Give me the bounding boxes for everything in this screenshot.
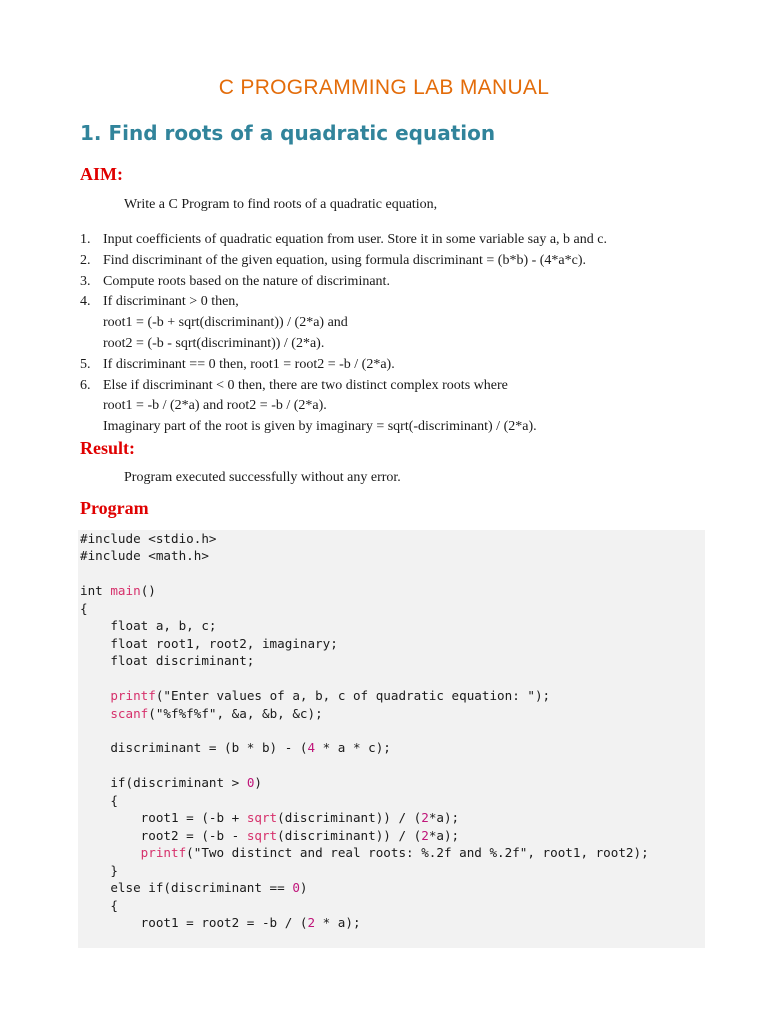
step-text: If discriminant == 0 then, root1 = root2 = -b / (2*a). [103,356,395,372]
code-text: { [80,792,118,808]
aim-text: Write a C Program to find roots of a quadratic equation, [124,197,438,212]
code-line [80,688,550,703]
code-text: int [80,583,111,599]
code-text: *a); [428,810,460,826]
code-text: float a, b, c; [80,618,217,634]
code-text: root2 = (-b - [80,827,247,843]
aim-heading: AIM: [80,164,123,184]
code-line [80,706,323,721]
code-number: 0 [292,880,300,896]
code-text: * a); [315,914,361,930]
code-text [80,688,110,703]
manual-title: C PROGRAMMING LAB MANUAL [218,76,550,99]
step-item [80,272,720,293]
code-function: main [110,583,141,599]
code-text: ("Two distinct and real roots: %.2f and %.2f", root1, root2); [186,845,649,861]
code-line [80,793,118,808]
code-text: (discriminant)) / ( [277,827,422,843]
code-text: ) [299,880,308,896]
code-text: discriminant = (b * b) - ( [80,740,308,756]
code-text: { [80,897,118,913]
code-text: #include <stdio.h> [80,531,217,546]
code-text: * a * c); [315,740,391,756]
step-text: Imaginary part of the root is given by imaginary = sqrt(-discriminant) / (2*a). [103,419,537,435]
code-number: 0 [246,775,255,791]
code-function: printf [110,688,156,704]
code-text: ) [254,775,262,791]
code-line [80,810,459,825]
code-text: (discriminant)) / ( [277,810,422,826]
code-line [80,775,262,790]
step-item [80,230,720,251]
code-text: #include <math.h> [80,548,209,564]
result-text: Program executed successfully without any error. [124,470,401,485]
code-function: sqrt [246,810,278,826]
step-number: 3. [80,273,91,289]
step-item [80,355,720,376]
code-function: sqrt [246,827,278,843]
code-text: ("Enter values of a, b, c of quadratic equation: "); [155,688,551,704]
code-line [80,863,118,878]
code-line [80,601,88,616]
code-function: scanf [110,705,149,721]
program-heading: Program [80,498,149,518]
step-item [80,376,720,438]
code-text: { [80,600,88,616]
code-text: float discriminant; [80,653,255,669]
code-number: 2 [421,827,429,843]
code-text: else if(discriminant == [80,880,293,896]
code-line [80,653,254,668]
code-function: printf [140,845,187,861]
result-heading: Result: [80,438,135,458]
step-text: root1 = (-b + sqrt(discriminant)) / (2*a) and [103,315,348,331]
section-title: 1. Find roots of a quadratic equation [80,121,496,145]
code-number: 2 [421,810,429,826]
code-text: float root1, root2, imaginary; [80,635,338,651]
step-number: 4. [80,294,91,310]
code-text: *a); [428,827,460,843]
step-text: root1 = -b / (2*a) and root2 = -b / (2*a). [103,398,327,414]
code-line [80,740,391,755]
step-item [80,251,720,272]
code-line [80,898,118,913]
step-text: Input coefficients of quadratic equation from user. Store it in some variable say a, b and c. [103,232,607,247]
code-block [80,530,649,931]
code-line [80,845,649,860]
code-line [80,548,209,563]
step-text: Else if discriminant < 0 then, there are two distinct complex roots where [103,377,508,393]
step-number: 1. [80,232,91,247]
step-number: 5. [80,356,91,372]
code-line [80,531,216,546]
code-line [80,915,361,930]
code-number: 2 [307,914,316,930]
code-line [80,880,308,895]
step-text: root2 = (-b - sqrt(discriminant)) / (2*a). [103,335,325,351]
step-text: If discriminant > 0 then, [103,294,239,310]
code-line [80,583,156,598]
step-number: 6. [80,377,91,393]
code-text: ("%f%f%f", &a, &b, &c); [148,705,323,721]
code-text: } [80,862,118,878]
step-text: Compute roots based on the nature of discriminant. [103,273,390,289]
code-text: root1 = root2 = -b / ( [80,914,308,930]
step-number: 2. [80,252,91,268]
step-item [80,292,720,354]
code-line [80,618,216,633]
code-text: if(discriminant > [80,775,247,791]
step-text: Find discriminant of the given equation, using formula discriminant = (b*b) - (4*a*c). [103,252,587,268]
code-text: root1 = (-b + [80,810,247,826]
steps-list [80,230,720,438]
code-text [80,706,110,721]
code-line [80,828,459,843]
code-text: () [140,583,156,599]
code-number: 4 [307,740,316,756]
code-text [80,845,141,860]
code-line [80,636,338,651]
